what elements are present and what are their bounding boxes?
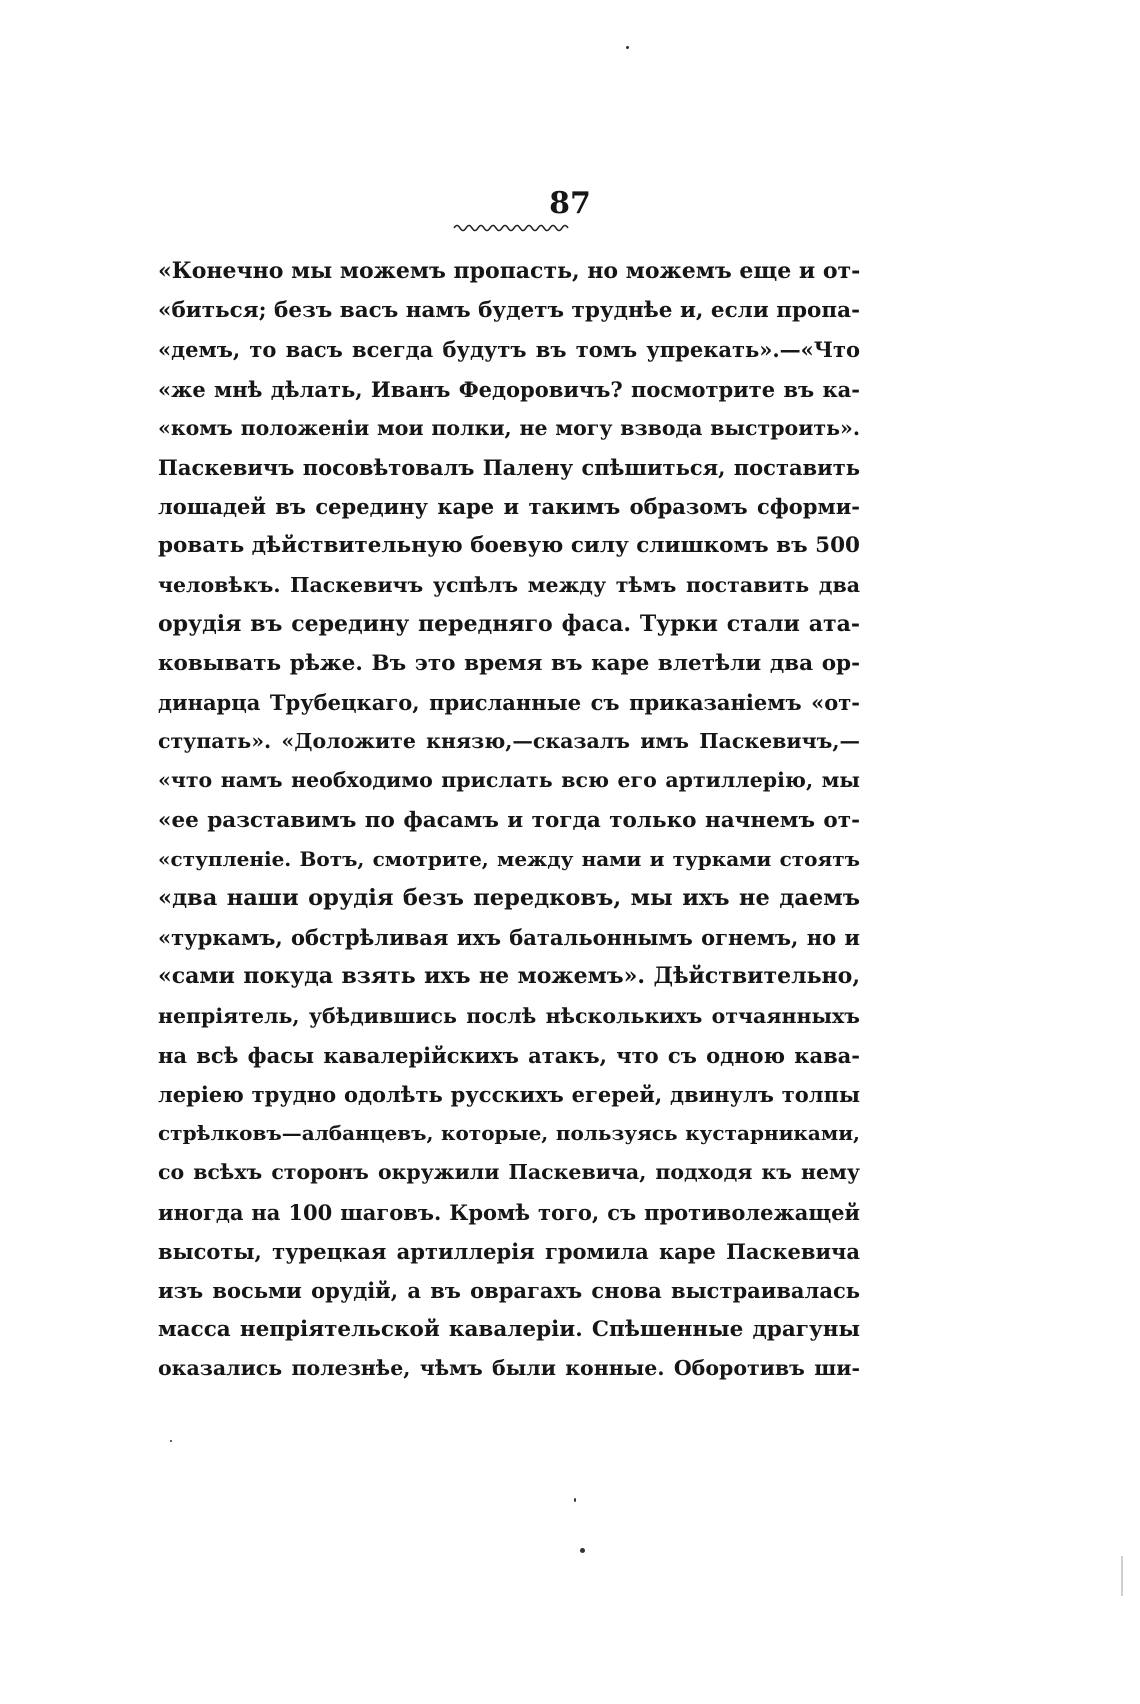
text-line: масса непріятельской кавалеріи. Спѣшенные драгуны: [158, 1317, 860, 1343]
text-line: «ступленіе. Вотъ, смотрите, между нами и турками стоятъ: [158, 846, 860, 871]
text-line: иногда на 100 шаговъ. Кромѣ того, съ противолежащей: [158, 1199, 860, 1225]
text-line: изъ восьми орудій, а въ оврагахъ снова выстраивалась: [158, 1277, 860, 1303]
text-line: «комъ положеніи мои полки, не могу взвода выстроить».: [158, 415, 860, 440]
text-line: лошадей въ середину каре и такимъ образомъ сформи-: [158, 494, 860, 520]
ink-speck: [574, 1498, 576, 1502]
text-line: «биться; безъ васъ намъ будетъ труднѣе и, если пропа-: [158, 298, 860, 324]
text-line: непріятель, убѣдившись послѣ нѣсколькихъ отчаянныхъ: [158, 1003, 860, 1028]
text-line: ровать дѣйствительную боевую силу слишкомъ въ 500: [158, 533, 860, 559]
text-line: на всѣ фасы кавалерійскихъ атакъ, что съ одною кава-: [158, 1042, 860, 1068]
text-line: Паскевичъ посовѣтовалъ Палену спѣшиться, поставить: [158, 454, 860, 480]
text-line: стрѣлковъ—албанцевъ, которые, пользуясь кустарниками,: [158, 1121, 860, 1146]
text-line: «ее разставимъ по фасамъ и тогда только начнемъ от-: [158, 807, 860, 833]
page-number: 87: [549, 186, 591, 221]
text-line: ковывать рѣже. Въ это время въ каре влетѣли два ор-: [158, 650, 860, 676]
text-line: динарца Трубецкаго, присланные съ приказаніемъ «от-: [158, 690, 860, 716]
scan-edge-mark: [1121, 1556, 1123, 1596]
text-line: со всѣхъ сторонъ окружили Паскевича, подходя къ нему: [158, 1160, 860, 1185]
wavy-rule-ornament: [452, 222, 570, 234]
text-line: «же мнѣ дѣлать, Иванъ Федоровичъ? посмотрите въ ка-: [158, 376, 860, 402]
text-line: оказались полезнѣе, чѣмъ были конные. Оборотивъ ши-: [158, 1356, 860, 1381]
text-line: «туркамъ, обстрѣливая ихъ батальоннымъ огнемъ, но и: [158, 925, 860, 951]
text-line: «демъ, то васъ всегда будутъ въ томъ упрекать».—«Что: [158, 337, 860, 363]
text-line: орудія въ середину передняго фаса. Турки стали ата-: [158, 610, 860, 637]
text-line: высоты, турецкая артиллерія громила каре Паскевича: [158, 1238, 860, 1264]
text-line: «Конечно мы можемъ пропасть, но можемъ еще и от-: [158, 258, 861, 284]
body-text: [158, 252, 860, 1388]
ink-speck: [170, 1440, 172, 1442]
ink-speck: [626, 46, 629, 49]
ink-speck: [580, 1548, 585, 1553]
text-line: «два наши орудія безъ передковъ, мы ихъ не даемъ: [158, 885, 860, 911]
text-line: леріею трудно одолѣть русскихъ егерей, двинулъ толпы: [158, 1081, 860, 1107]
text-line: «сами покуда взять ихъ не можемъ». Дѣйствительно,: [158, 963, 860, 990]
text-line: человѣкъ. Паскевичъ успѣлъ между тѣмъ поставить два: [158, 572, 860, 597]
text-line: ступать». «Доложите князю,—сказалъ имъ Паскевичъ,—: [158, 729, 860, 754]
text-line: «что намъ необходимо прислать всю его артиллерію, мы: [158, 768, 860, 793]
